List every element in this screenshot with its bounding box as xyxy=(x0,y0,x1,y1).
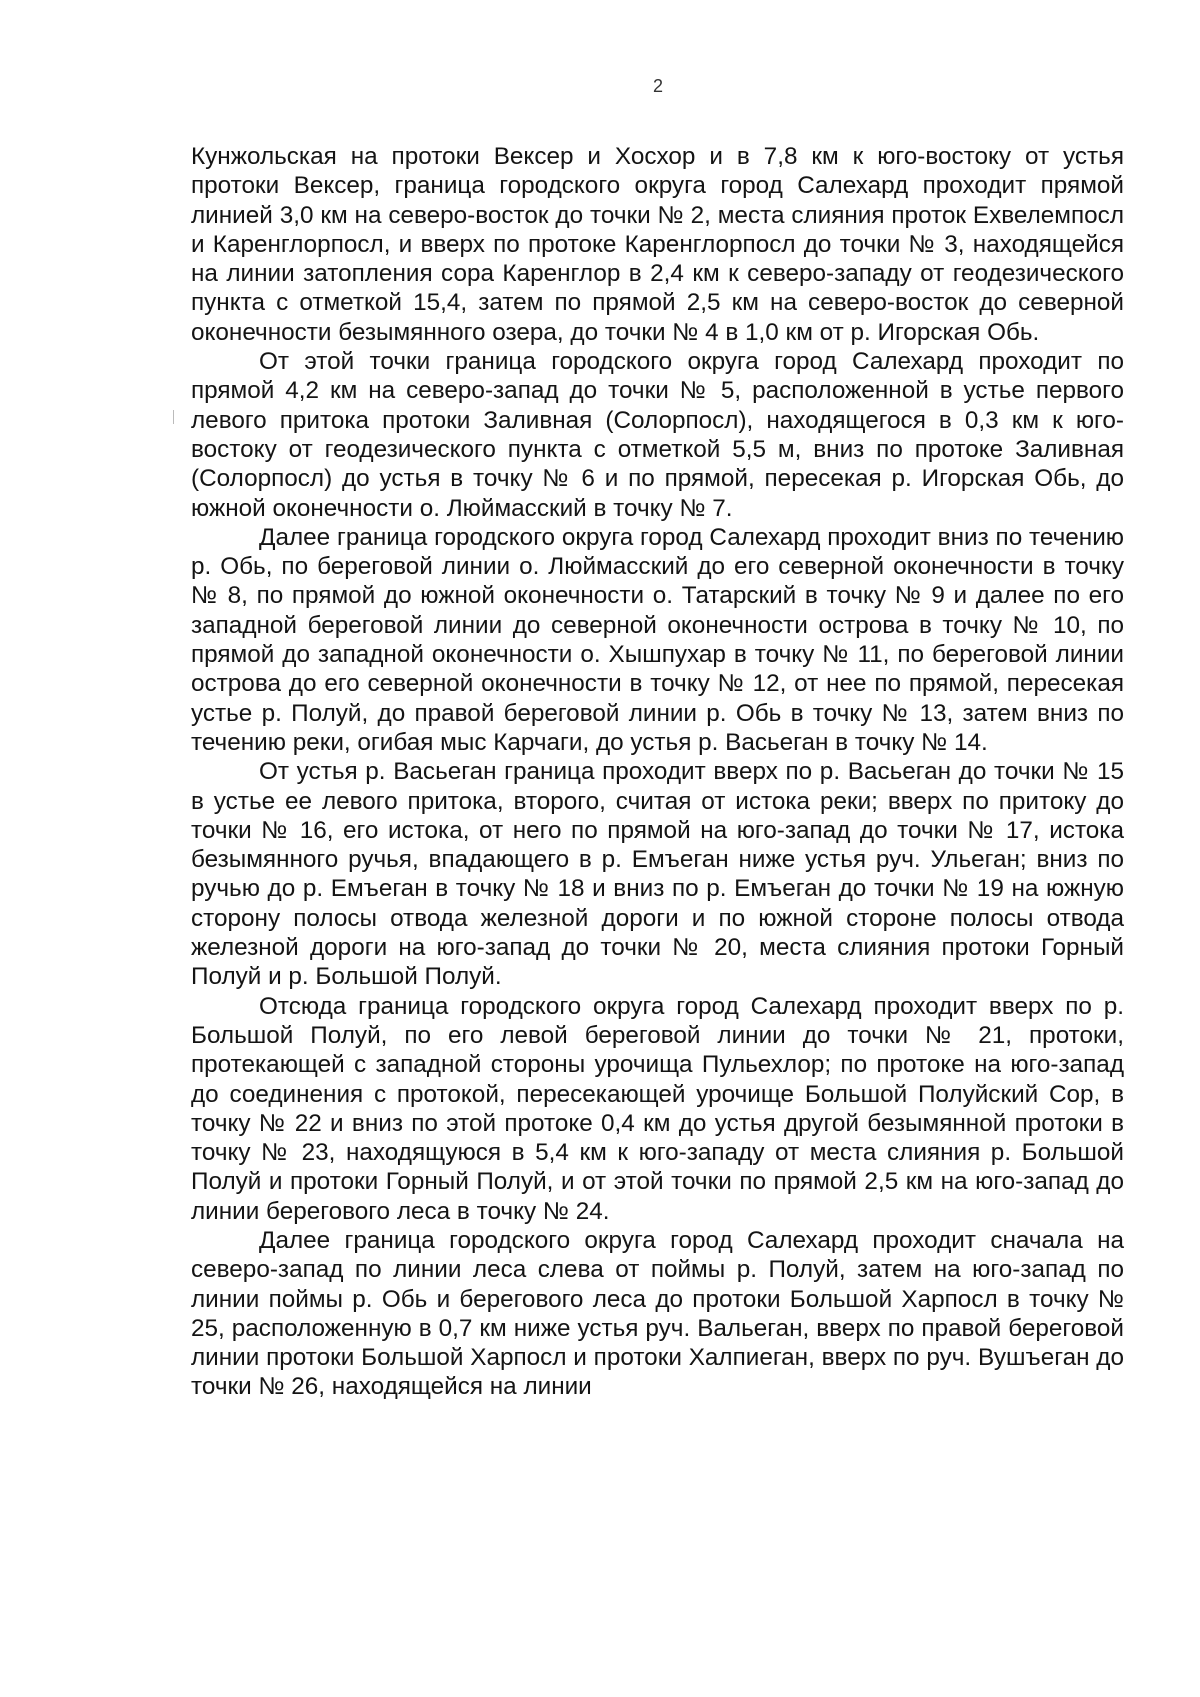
paragraph-6: Далее граница городского округа город Салехард проходит сначала на северо-запад по линии леса слева от поймы р. Полуй, затем на юго-запад по линии поймы р. Обь и берегового леса до протоки Большой Харпосл в точку № 25, расположенную в 0,7 км ниже устья руч. Вальеган, вверх по правой береговой линии протоки Большой Харпосл и протоки Халпиеган, вверх по руч. Вушъеган до точки № 26, находящейся на линии xyxy=(191,1226,1124,1401)
paragraph-1: Кунжольская на протоки Вексер и Хосхор и в 7,8 км к юго-востоку от устья протоки Вексер, граница городского округа город Салехард проходит прямой линией 3,0 км на северо-восток до точки № 2, места слияния проток Ехвелемпосл и Каренглорпосл, и вверх по протоке Каренглорпосл до точки № 3, находящейся на линии затопления сора Каренглор в 2,4 км к северо-западу от геодезического пункта с отметкой 15,4, затем по прямой 2,5 км на северо-восток до северной оконечности безымянного озера, до точки № 4 в 1,0 км от р. Игорская Обь. xyxy=(191,143,1124,346)
paragraph-3: Далее граница городского округа город Салехард проходит вниз по течению р. Обь, по береговой линии о. Люймасский до его северной оконечности в точку № 8, по прямой до южной оконечности о. Татарский в точку № 9 и далее по его западной береговой линии до северной оконечности острова в точку № 10, по прямой до западной оконечности о. Хышпухар в точку № 11, по береговой линии острова до его северной оконечности в точку № 12, от нее по прямой, пересекая устье р. Полуй, до правой береговой линии р. Обь в точку № 13, затем вниз по течению реки, огибая мыс Карчаги, до устья р. Васьеган в точку № 14. xyxy=(191,523,1124,756)
margin-mark xyxy=(173,410,174,424)
page-number: 2 xyxy=(652,76,663,96)
document-body xyxy=(191,142,1124,1402)
paragraph-2: От этой точки граница городского округа город Салехард проходит по прямой 4,2 км на северо-запад до точки № 5, расположенной в устье первого левого притока протоки Заливная (Солорпосл), находящегося в 0,3 км к юго-востоку от геодезического пункта с отметкой 5,5 м, вниз по протоке Заливная (Солорпосл) до устья в точку № 6 и по прямой, пересекая р. Игорская Обь, до южной оконечности о. Люймасский в точку № 7. xyxy=(191,348,1124,522)
paragraph-4: От устья р. Васьеган граница проходит вверх по р. Васьеган до точки № 15 в устье ее левого притока, второго, считая от истока реки; вверх по притоку до точки № 16, его истока, от него по прямой на юго-запад до точки № 17, истока безымянного ручья, впадающего в р. Емъеган ниже устья руч. Ульеган; вниз по ручью до р. Емъеган в точку № 18 и вниз по р. Емъеган до точки № 19 на южную сторону полосы отвода железной дороги и по южной стороне полосы отвода железной дороги на юго-запад до точки № 20, места слияния протоки Горный Полуй и р. Большой Полуй. xyxy=(191,758,1124,991)
paragraph-5: Отсюда граница городского округа город Салехард проходит вверх по р. Большой Полуй, по его левой береговой линии до точки № 21, протоки, протекающей с западной стороны урочища Пульехлор; по протоке на юго-запад до соединения с протокой, пересекающей урочище Большой Полуйский Сор, в точку № 22 и вниз по этой протоке 0,4 км до устья другой безымянной протоки в точку № 23, находящуюся в 5,4 км к юго-западу от места слияния р. Большой Полуй и протоки Горный Полуй, и от этой точки по прямой 2,5 км на юго-запад до линии берегового леса в точку № 24. xyxy=(191,992,1124,1225)
